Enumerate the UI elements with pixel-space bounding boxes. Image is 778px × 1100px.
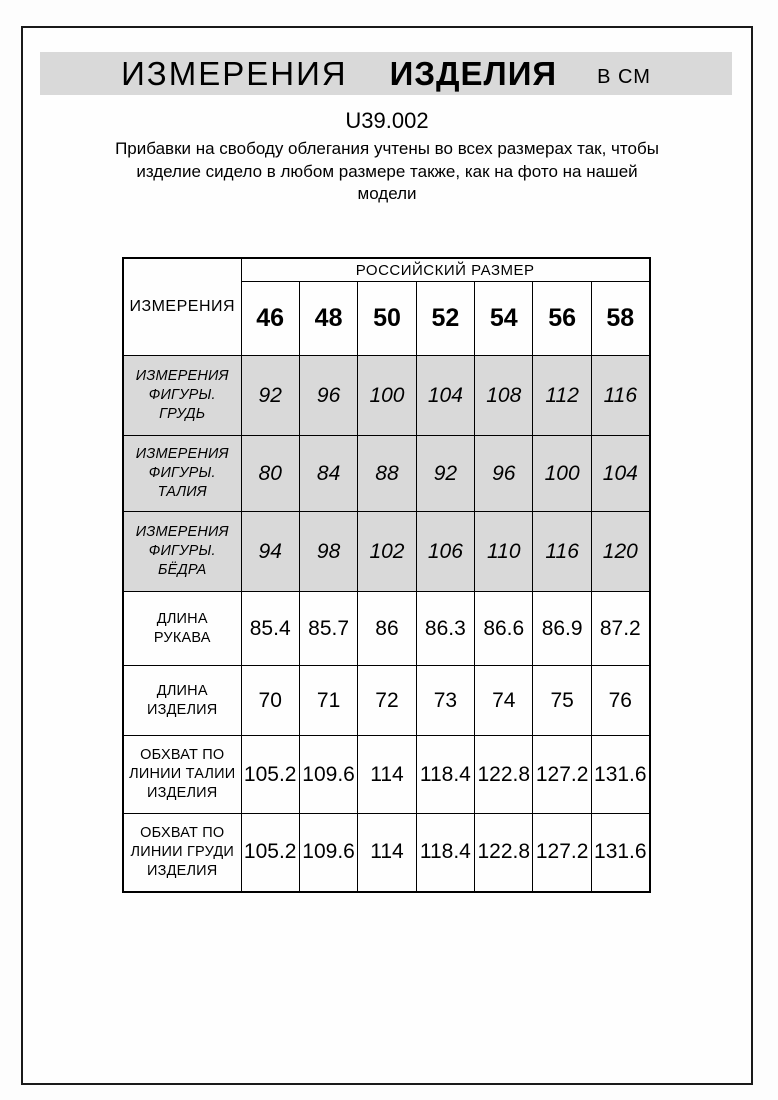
row-label: ДЛИНА ИЗДЕЛИЯ: [123, 666, 241, 736]
value-cell: 86: [358, 592, 416, 666]
size-header-46: 46: [241, 282, 299, 356]
value-cell: 73: [416, 666, 474, 736]
value-cell: 110: [475, 512, 533, 592]
value-cell: 88: [358, 436, 416, 512]
size-header-48: 48: [299, 282, 357, 356]
table-row-chest-line-girth: [123, 814, 650, 892]
value-cell: 114: [358, 814, 416, 892]
value-cell: 116: [533, 512, 591, 592]
fit-note: Прибавки на свободу облегания учтены во всех размерах так, чтобы изделие сидело в любом размере также, как на фото на нашей модели: [115, 139, 659, 204]
value-cell: 92: [416, 436, 474, 512]
value-cell: 86.9: [533, 592, 591, 666]
value-cell: 122.8: [475, 814, 533, 892]
russian-size-group-header: РОССИЙСКИЙ РАЗМЕР: [241, 258, 650, 282]
value-cell: 74: [475, 666, 533, 736]
value-cell: 120: [591, 512, 649, 592]
value-cell: 116: [591, 356, 649, 436]
value-cell: 100: [533, 436, 591, 512]
page-border-frame: [21, 26, 753, 1085]
value-cell: 127.2: [533, 814, 591, 892]
title-unit-cm: В СМ: [597, 65, 651, 88]
value-cell: 92: [241, 356, 299, 436]
row-label: ИЗМЕРЕНИЯ ФИГУРЫ. ТАЛИЯ: [123, 436, 241, 512]
title-word-product: ИЗДЕЛИЯ: [389, 55, 558, 92]
table-row-figure-chest: [123, 356, 650, 436]
size-header-52: 52: [416, 282, 474, 356]
value-cell: 127.2: [533, 736, 591, 814]
value-cell: 75: [533, 666, 591, 736]
value-cell: 72: [358, 666, 416, 736]
table-row-figure-hips: [123, 512, 650, 592]
value-cell: 109.6: [299, 736, 357, 814]
value-cell: 104: [416, 356, 474, 436]
measurements-column-header: ИЗМЕРЕНИЯ: [123, 258, 241, 356]
title-word-measurements: ИЗМЕРЕНИЯ: [121, 55, 348, 92]
value-cell: 94: [241, 512, 299, 592]
value-cell: 76: [591, 666, 649, 736]
value-cell: 87.2: [591, 592, 649, 666]
value-cell: 96: [299, 356, 357, 436]
value-cell: 109.6: [299, 814, 357, 892]
size-header-54: 54: [475, 282, 533, 356]
size-header-50: 50: [358, 282, 416, 356]
value-cell: 114: [358, 736, 416, 814]
value-cell: 98: [299, 512, 357, 592]
value-cell: 70: [241, 666, 299, 736]
value-cell: 104: [591, 436, 649, 512]
value-cell: 105.2: [241, 736, 299, 814]
product-code: U39.002: [345, 108, 429, 133]
table-row-waist-line-girth: [123, 736, 650, 814]
value-cell: 86.3: [416, 592, 474, 666]
table-row-figure-waist: [123, 436, 650, 512]
value-cell: 112: [533, 356, 591, 436]
value-cell: 105.2: [241, 814, 299, 892]
value-cell: 131.6: [591, 736, 649, 814]
value-cell: 100: [358, 356, 416, 436]
size-header-58: 58: [591, 282, 649, 356]
value-cell: 85.4: [241, 592, 299, 666]
value-cell: 80: [241, 436, 299, 512]
row-label: ОБХВАТ ПО ЛИНИИ ТАЛИИ ИЗДЕЛИЯ: [123, 736, 241, 814]
value-cell: 108: [475, 356, 533, 436]
value-cell: 131.6: [591, 814, 649, 892]
value-cell: 84: [299, 436, 357, 512]
value-cell: 118.4: [416, 814, 474, 892]
row-label: ИЗМЕРЕНИЯ ФИГУРЫ. БЁДРА: [123, 512, 241, 592]
size-table: [122, 257, 651, 893]
value-cell: 106: [416, 512, 474, 592]
value-cell: 86.6: [475, 592, 533, 666]
title-bar: [40, 52, 732, 95]
value-cell: 96: [475, 436, 533, 512]
row-label: ИЗМЕРЕНИЯ ФИГУРЫ. ГРУДЬ: [123, 356, 241, 436]
value-cell: 85.7: [299, 592, 357, 666]
row-label: ОБХВАТ ПО ЛИНИИ ГРУДИ ИЗДЕЛИЯ: [123, 814, 241, 892]
value-cell: 118.4: [416, 736, 474, 814]
value-cell: 122.8: [475, 736, 533, 814]
value-cell: 71: [299, 666, 357, 736]
size-header-56: 56: [533, 282, 591, 356]
table-row-item-length: [123, 666, 650, 736]
value-cell: 102: [358, 512, 416, 592]
table-row-sleeve-length: [123, 592, 650, 666]
row-label: ДЛИНА РУКАВА: [123, 592, 241, 666]
